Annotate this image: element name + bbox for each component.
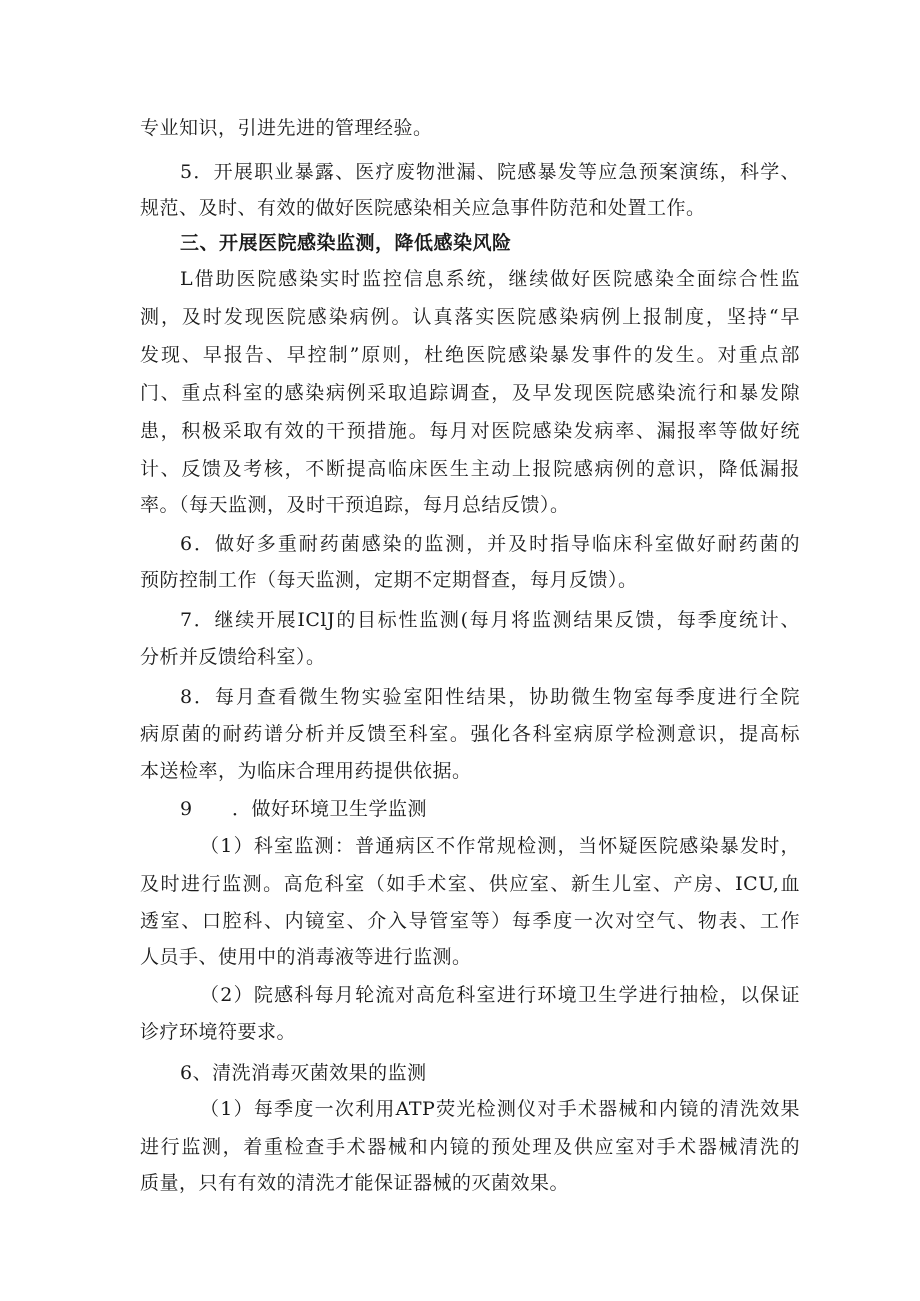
item-8-line-3: 本送检率，为临床合理用药提供依据。 [140,760,472,782]
sub-item-1b-line-2: 进行监测，着重检查手术器械和内镜的预处理及供应室对手术器械清洗的 [140,1136,800,1158]
sub-item-2-line-2: 诊疗环境符要求。 [140,1021,297,1043]
item-1-line-3: 发现、早报告、早控制”原则，杜绝医院感染暴发事件的发生。对重点部 [140,344,800,366]
item-8-line-2: 病原菌的耐药谱分析并反馈至科室。强化各科室病原学检测意识，提高标 [140,723,800,745]
item-9-title: ．做好环境卫生学监测 [232,798,428,820]
item-9-number: 9 [180,798,193,820]
sub-item-2-line-1: （2）院感科每月轮流对高危科室进行环境卫生学进行抽检，以保证 [200,984,800,1006]
item-1-line-4: 门、重点科室的感染病例采取追踪调查，及早发现医院感染流行和暴发隙 [140,382,800,404]
text-line: 专业知识，引进先进的管理经验。 [140,117,433,139]
item-6-line-1: 6．做好多重耐药菌感染的监测，并及时指导临床科室做好耐药菌的 [180,533,800,555]
item-1-line-2: 测，及时发现医院感染病例。认真落实医院感染病例上报制度，坚持“早 [140,306,800,328]
item-1-line-5: 患，积极采取有效的干预措施。每月对医院感染发病率、漏报率等做好统 [140,420,800,442]
item-7-line-1: 7．继续开展IClJ的目标性监测(每月将监测结果反馈，每季度统计、 [180,609,800,631]
sub-item-1b-line-3: 质量，只有有效的清洗才能保证器械的灭菌效果。 [140,1172,570,1194]
item-7-line-2: 分析并反馈给科室）。 [140,646,326,668]
sub-item-1-line-3: 透室、口腔科、内镜室、介入导管室等）每季度一次对空气、物表、工作 [140,910,800,932]
sub-item-1-line-4: 人员手、使用中的消毒液等进行监测。 [140,946,472,968]
item-5-line-1: 5．开展职业暴露、医疗废物泄漏、院感暴发等应急预案演练，科学、 [180,161,800,183]
item-6b-title: 6、清洗消毒灭菌效果的监测 [180,1062,427,1084]
item-1-line-6: 计、反馈及考核，不断提高临床医生主动上报院感病例的意识，降低漏报 [140,458,800,480]
item-1-line-1: L借助医院感染实时监控信息系统，继续做好医院感染全面综合性监 [180,268,800,290]
sub-item-1-line-2: 及时进行监测。高危科室（如手术室、供应室、新生儿室、产房、ICU,血 [140,873,800,895]
sub-item-1b-line-1: （1）每季度一次利用ATP荧光检测仪对手术器械和内镜的清洗效果 [200,1098,800,1120]
item-8-line-1: 8．每月查看微生物实验室阳性结果，协助微生物室每季度进行全院 [180,686,800,708]
section-heading: 三、开展医院感染监测，降低感染风险 [180,232,512,254]
sub-item-1-line-1: （1）科室监测：普通病区不作常规检测，当怀疑医院感染暴发时， [200,835,800,857]
item-5-line-2: 规范、及时、有效的做好医院感染相关应急事件防范和处置工作。 [140,197,706,219]
item-6-line-2: 预防控制工作（每天监测，定期不定期督查，每月反馈）。 [140,569,638,591]
item-1-line-7: 率。（每天监测，及时干预追踪，每月总结反馈）。 [140,494,570,516]
